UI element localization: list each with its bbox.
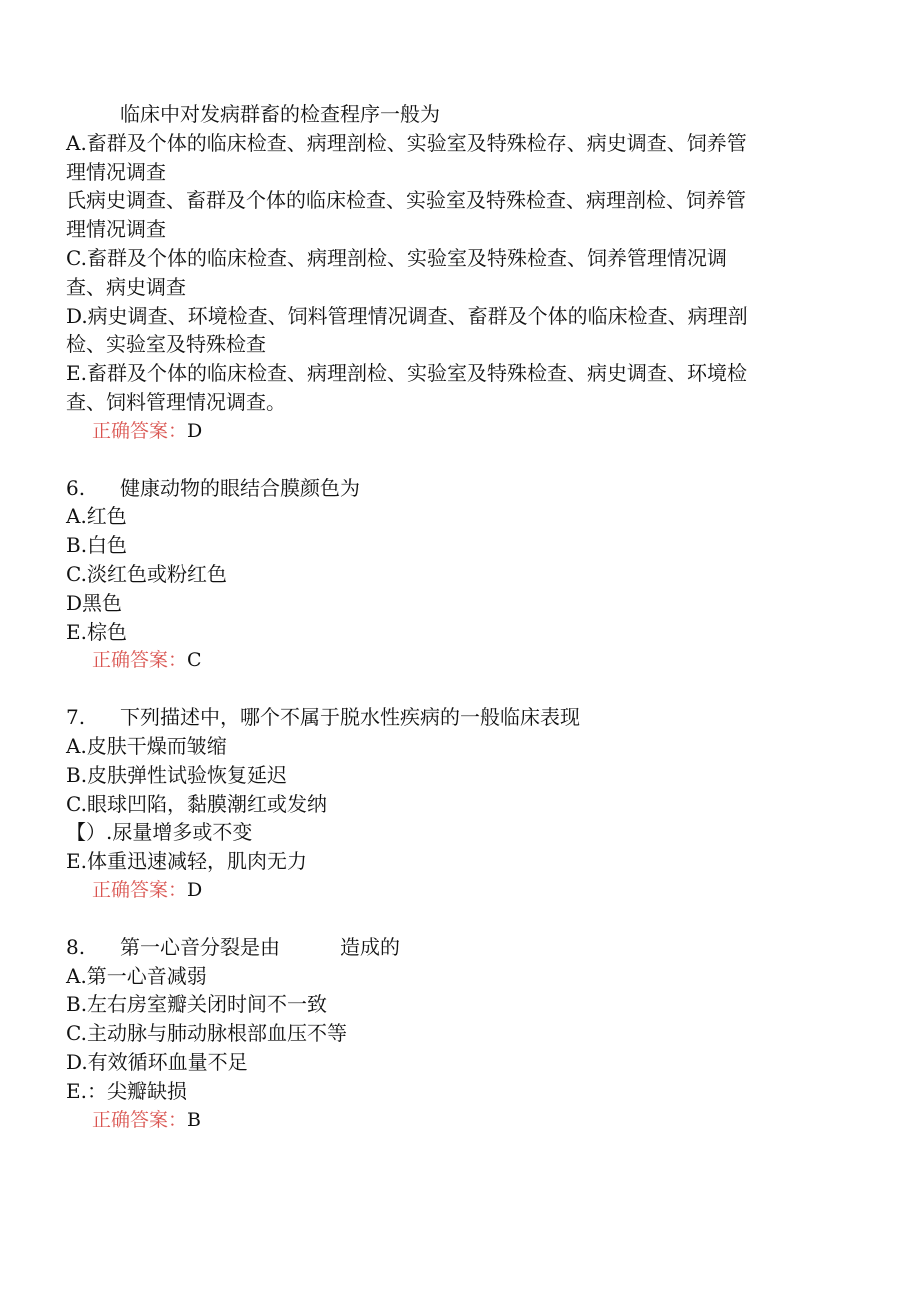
- answer-value: D: [187, 419, 203, 442]
- question-stem: 健康动物的眼结合膜颜色为: [120, 475, 360, 500]
- option-c: C.主动脉与肺动脉根部血压不等: [66, 1021, 347, 1046]
- correct-answer: [66, 1106, 816, 1135]
- option-a: A.第一心音减弱: [66, 963, 207, 988]
- option-line: 氏病史调查、畜群及个体的临床检查、实验室及特殊检查、病理剖检、饲养管: [66, 188, 746, 213]
- option-line: 查、饲料管理情况调查。: [66, 389, 286, 414]
- question-8: [66, 933, 816, 1135]
- correct-answer: [66, 876, 816, 905]
- option-e: E.棕色: [66, 619, 127, 644]
- option-line: C.畜群及个体的临床检查、病理剖检、实验室及特殊检查、饲养管理情况调: [66, 245, 727, 270]
- option-line: 检、实验室及特殊检查: [66, 332, 266, 357]
- option-line: A.畜群及个体的临床检查、病理剖检、实验室及特殊检存、病史调查、饲养管: [66, 130, 747, 155]
- option-e: E.体重迅速减轻，肌肉无力: [66, 849, 307, 874]
- option-d: D.有效循环血量不足: [66, 1049, 248, 1074]
- option-line: E.畜群及个体的临床检查、病理剖检、实验室及特殊检查、病史调查、环境检: [66, 361, 747, 386]
- question-number: 6.: [66, 475, 86, 500]
- option-a: A.红色: [66, 504, 127, 529]
- correct-answer: [66, 646, 816, 675]
- question-stem: 临床中对发病群畜的检查程序一般为: [120, 102, 440, 126]
- question-header: [66, 933, 816, 962]
- answer-value: C: [187, 649, 202, 672]
- option-d: 【）.尿量增多或不变: [66, 820, 253, 845]
- option-a: A.皮肤干燥而皱缩: [66, 733, 227, 758]
- option-line: 查、病史调查: [66, 274, 186, 299]
- option-line: D.病史调查、环境检查、饲料管理情况调查、畜群及个体的临床检查、病理剖: [66, 303, 748, 328]
- answer-label: 正确答案：: [92, 419, 188, 442]
- option-b: B.白色: [66, 533, 128, 558]
- option-c: C.淡红色或粉红色: [66, 561, 227, 586]
- question-5: [66, 100, 816, 446]
- question-6: [66, 474, 816, 676]
- option-b: B.左右房室瓣关闭时间不一致: [66, 992, 328, 1017]
- option-e: E.：尖瓣缺损: [66, 1078, 187, 1103]
- question-7: [66, 703, 816, 905]
- question-number: 7.: [66, 705, 86, 730]
- document-page: [66, 100, 816, 1162]
- option-d: D黑色: [66, 590, 123, 615]
- correct-answer: [66, 417, 816, 446]
- option-line: 理情况调查: [66, 159, 166, 184]
- question-stem: 下列描述中，哪个不属于脱水性疾病的一般临床表现: [120, 705, 580, 730]
- answer-label: 正确答案：: [92, 649, 188, 672]
- answer-value: B: [187, 1108, 201, 1131]
- answer-label: 正确答案：: [92, 878, 188, 901]
- question-stem: 第一心音分裂是由 造成的: [120, 934, 400, 959]
- option-line: 理情况调查: [66, 217, 166, 242]
- question-header: [66, 474, 816, 503]
- question-header: [66, 703, 816, 732]
- question-number: 8.: [66, 934, 86, 959]
- option-c: C.眼球凹陷，黏膜潮红或发纳: [66, 791, 327, 816]
- answer-value: D: [187, 878, 203, 901]
- answer-label: 正确答案：: [92, 1108, 188, 1131]
- option-b: B.皮肤弹性试验恢复延迟: [66, 762, 288, 787]
